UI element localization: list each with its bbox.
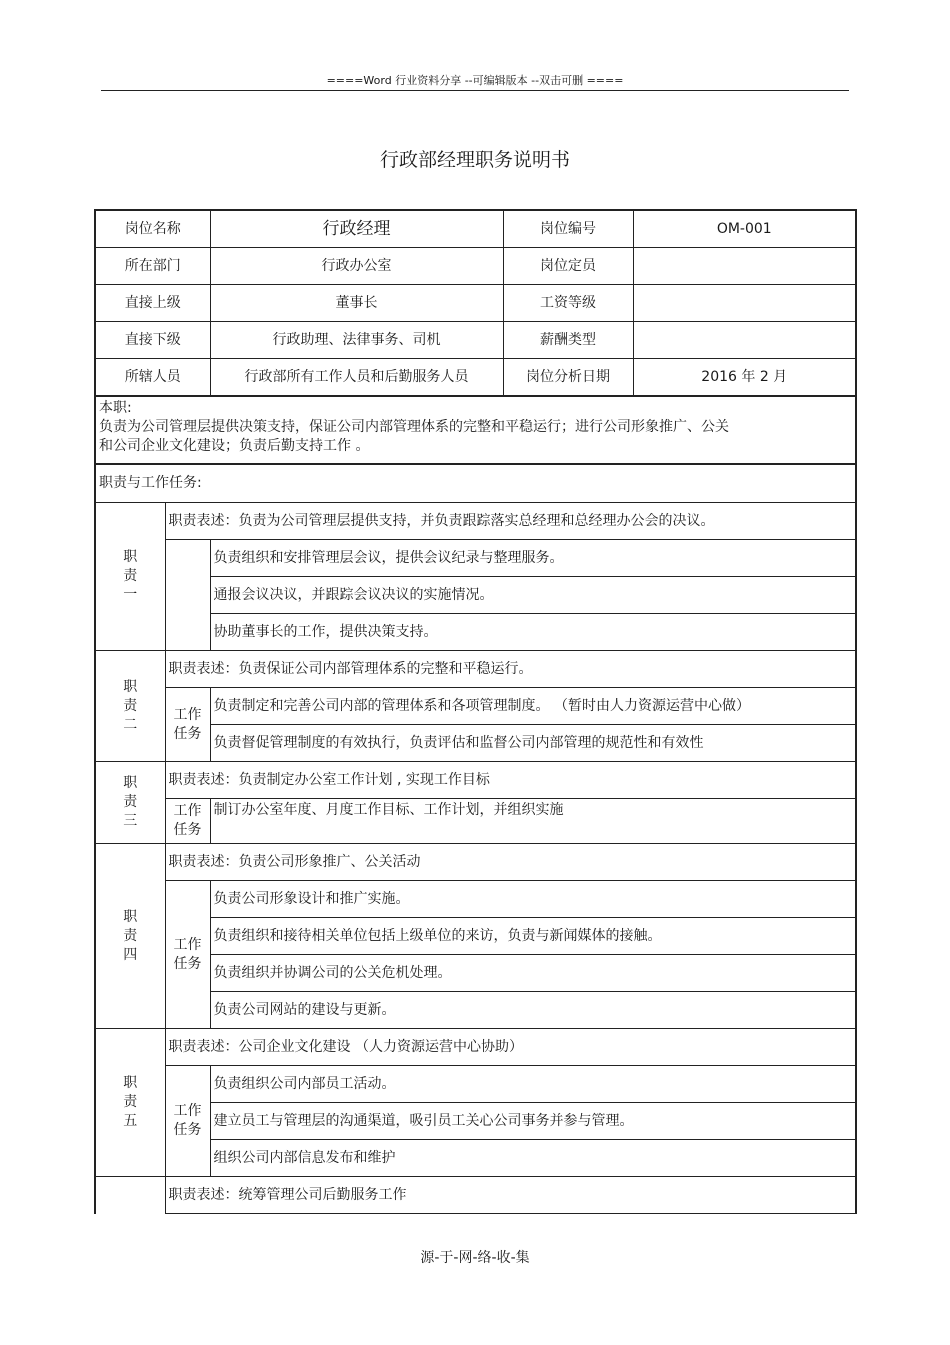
duties-header: 职责与工作任务:	[95, 464, 856, 503]
duty-4-task-row	[95, 881, 856, 918]
job-description-table	[94, 209, 857, 1214]
duty-3-desc-row	[95, 762, 856, 799]
duty-5-task-row	[95, 1140, 856, 1177]
duty-1-task-1: 负责组织和安排管理层会议，提供会议纪录与整理服务。	[210, 540, 856, 577]
duty-2-task-row	[95, 688, 856, 725]
duty-1-task-row	[95, 540, 856, 577]
duty-3-desc: 职责表述：负责制定办公室工作计划 , 实现工作目标	[165, 762, 856, 799]
benzhi-cell	[95, 396, 856, 464]
duty-6-label	[95, 1177, 165, 1214]
duty-4-task-row	[95, 955, 856, 992]
info-row-staff	[95, 359, 856, 397]
duty-2-task-1: 负责制定和完善公司内部的管理体系和各项管理制度。 （暂时由人力资源运营中心做）	[210, 688, 856, 725]
value-subordinates: 行政助理、法律事务、司机	[210, 322, 503, 359]
duty-1-task-2: 通报会议决议，并跟踪会议决议的实施情况。	[210, 577, 856, 614]
duty-2-task-row	[95, 725, 856, 762]
duty-1-desc-row	[95, 503, 856, 540]
page-footer: 源-于-网-络-收-集	[420, 1250, 530, 1266]
info-row-superior	[95, 285, 856, 322]
duty-4-task-3: 负责组织并协调公司的公关危机处理。	[210, 955, 856, 992]
value-pay-type	[633, 322, 856, 359]
duty-4-desc: 职责表述：负责公司形象推广、公关活动	[165, 844, 856, 881]
duty-4-desc-row	[95, 844, 856, 881]
document-title: 行政部经理职务说明书	[379, 149, 570, 171]
info-row-subordinates	[95, 322, 856, 359]
label-subordinates: 直接下级	[95, 322, 210, 359]
duty-6-desc-row	[95, 1177, 856, 1214]
duty-5-task-2: 建立员工与管理层的沟通渠道，吸引员工关心公司事务并参与管理。	[210, 1103, 856, 1140]
duty-5-task-row	[95, 1103, 856, 1140]
value-superior: 董事长	[210, 285, 503, 322]
value-department: 行政办公室	[210, 248, 503, 285]
duty-6-desc: 职责表述：统筹管理公司后勤服务工作	[165, 1177, 856, 1214]
duty-1-task-3: 协助董事长的工作，提供决策支持。	[210, 614, 856, 651]
duty-2-desc: 职责表述：负责保证公司内部管理体系的完整和平稳运行。	[165, 651, 856, 688]
value-position-name: 行政经理	[210, 210, 503, 248]
duty-1-task-label	[165, 540, 210, 651]
duty-3-task-label: 工作 任务	[165, 799, 210, 844]
label-staff: 所辖人员	[95, 359, 210, 397]
benzhi-label: 本职:	[99, 400, 132, 416]
duty-2-task-2: 负责督促管理制度的有效执行，负责评估和监督公司内部管理的规范性和有效性	[210, 725, 856, 762]
duty-5-desc: 职责表述：公司企业文化建设 （人力资源运营中心协助）	[165, 1029, 856, 1066]
duty-4-task-1: 负责公司形象设计和推广实施。	[210, 881, 856, 918]
duty-2-task-label: 工作 任务	[165, 688, 210, 762]
benzhi-line-1: 负责为公司管理层提供决策支持，保证公司内部管理体系的完整和平稳运行；进行公司形象推广、公关	[99, 419, 729, 435]
value-position-code: OM-001	[633, 210, 856, 248]
duty-5-label: 职 责 五	[95, 1029, 165, 1177]
duty-2-desc-row	[95, 651, 856, 688]
duty-1-task-row	[95, 577, 856, 614]
label-salary-grade: 工资等级	[503, 285, 633, 322]
label-analysis-date: 岗位分析日期	[503, 359, 633, 397]
info-row-department	[95, 248, 856, 285]
value-staff: 行政部所有工作人员和后勤服务人员	[210, 359, 503, 397]
benzhi-line-2: 和公司企业文化建设；负责后勤支持工作 。	[99, 438, 370, 454]
duty-3-task-row	[95, 799, 856, 844]
duty-3-task-1: 制订办公室年度、月度工作目标、工作计划，并组织实施	[210, 799, 856, 844]
label-position-code: 岗位编号	[503, 210, 633, 248]
duty-1-label: 职 责 一	[95, 503, 165, 651]
duty-5-desc-row	[95, 1029, 856, 1066]
info-row-position-name	[95, 210, 856, 248]
duty-4-task-4: 负责公司网站的建设与更新。	[210, 992, 856, 1029]
duty-5-task-1: 负责组织公司内部员工活动。	[210, 1066, 856, 1103]
duty-4-task-2: 负责组织和接待相关单位包括上级单位的来访，负责与新闻媒体的接触。	[210, 918, 856, 955]
duty-1-desc: 职责表述：负责为公司管理层提供支持，并负责跟踪落实总经理和总经理办公会的决议。	[165, 503, 856, 540]
duties-header-row	[95, 464, 856, 503]
label-department: 所在部门	[95, 248, 210, 285]
label-pay-type: 薪酬类型	[503, 322, 633, 359]
duty-4-task-label: 工作 任务	[165, 881, 210, 1029]
duty-5-task-3: 组织公司内部信息发布和维护	[210, 1140, 856, 1177]
benzhi-row	[95, 396, 856, 464]
duty-2-label: 职 责 二	[95, 651, 165, 762]
duty-1-task-row	[95, 614, 856, 651]
duty-4-task-row	[95, 918, 856, 955]
label-headcount: 岗位定员	[503, 248, 633, 285]
value-analysis-date: 2016 年 2 月	[633, 359, 856, 397]
duty-3-label: 职 责 三	[95, 762, 165, 844]
header-rule	[101, 90, 849, 91]
duty-4-label: 职 责 四	[95, 844, 165, 1029]
duty-5-task-row	[95, 1066, 856, 1103]
value-salary-grade	[633, 285, 856, 322]
label-position-name: 岗位名称	[95, 210, 210, 248]
page-header: ====Word 行业资料分享 --可编辑版本 --双击可删 ====	[326, 74, 624, 87]
label-superior: 直接上级	[95, 285, 210, 322]
duty-5-task-label: 工作 任务	[165, 1066, 210, 1177]
value-headcount	[633, 248, 856, 285]
duty-4-task-row	[95, 992, 856, 1029]
